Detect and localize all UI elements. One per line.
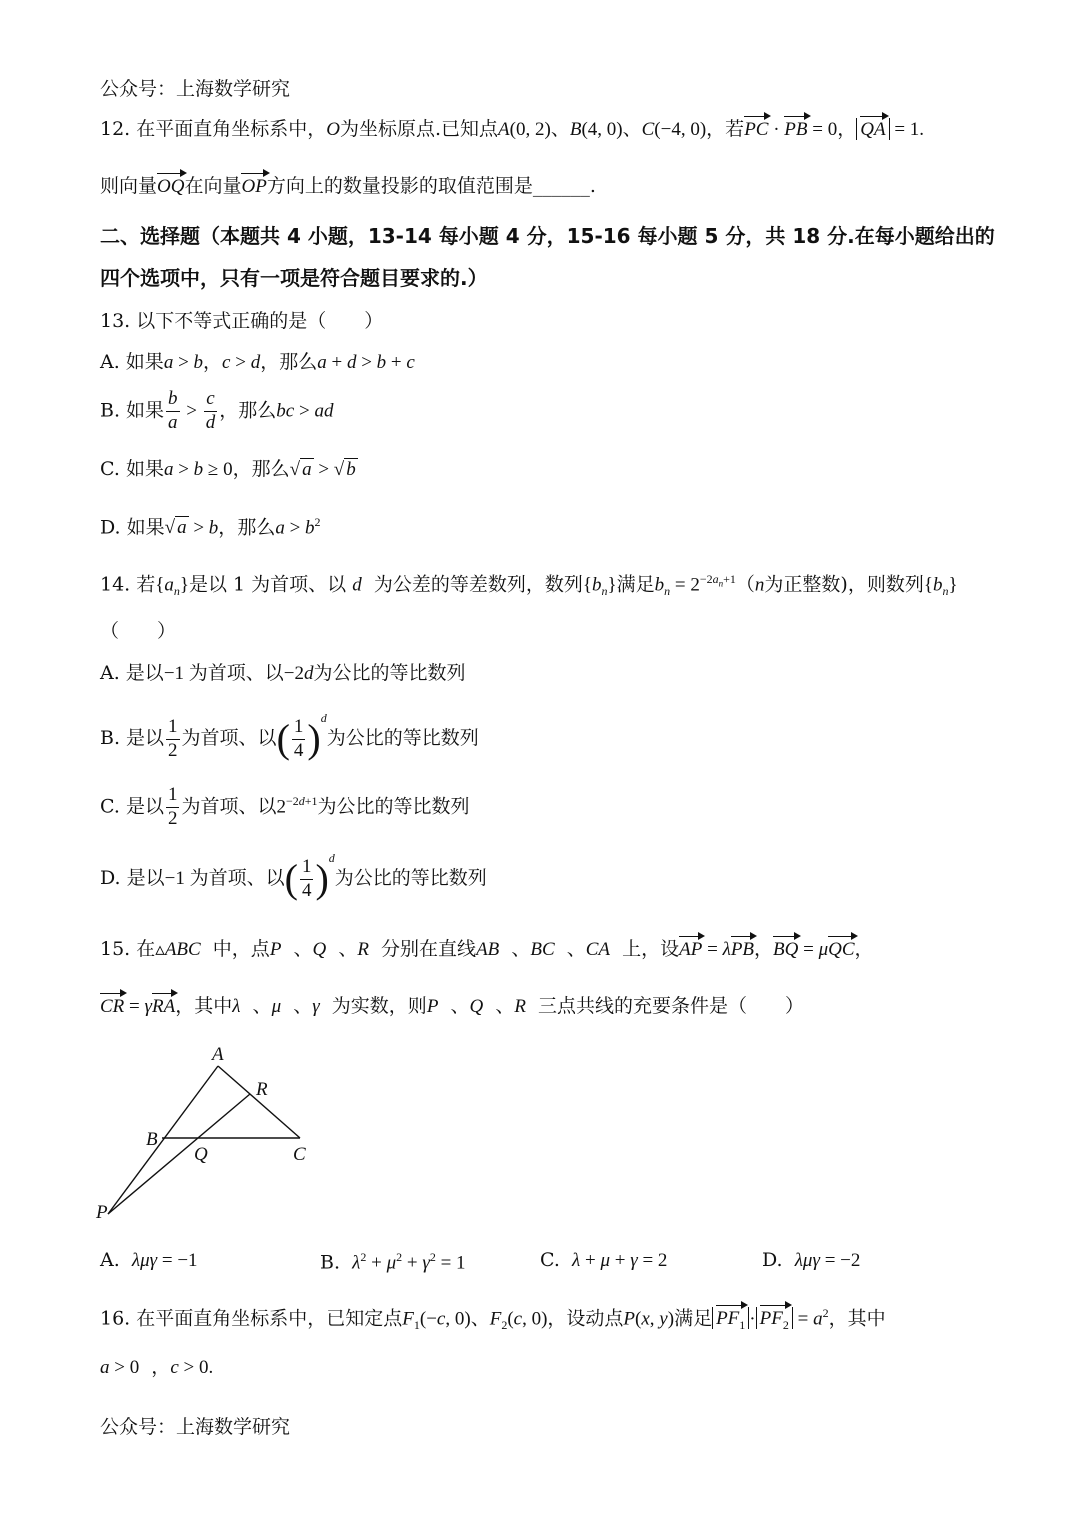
question-13-option-a: A. 如果a > b，c > d，那么a + d > b + c bbox=[100, 351, 415, 373]
q15-opt-a-label: A. bbox=[100, 1249, 120, 1271]
question-16-stem-line-2: a > 0 ，c > 0. bbox=[100, 1356, 214, 1378]
q12-line2a: 则向量 bbox=[100, 175, 158, 197]
q14-a-tail: 为公比的等比数列 bbox=[313, 662, 466, 684]
q13-c-then: 那么 bbox=[251, 458, 290, 480]
label-a: A bbox=[212, 1044, 224, 1065]
label-c: C bbox=[293, 1144, 306, 1165]
section-2-heading-line-2: 四个选项中，只有一项是符合题目要求的.） bbox=[100, 266, 488, 290]
q14-stem-d: 满足 bbox=[616, 573, 655, 596]
segment-a-p bbox=[108, 1066, 218, 1214]
q16-stem-a: 16. 在平面直角坐标系中，已知定点 bbox=[100, 1307, 403, 1330]
page-footer: 公众号：上海数学研究 bbox=[100, 1416, 291, 1438]
q15-stem-d: 上，设 bbox=[622, 938, 680, 960]
question-15-stem-line-1: 15. 在▵ABC 中，点P 、Q 、R 分别在直线AB 、BC 、CA 上，设AP = λPB，BQ = μQC， bbox=[100, 938, 874, 960]
question-14-option-b: B. 是以 $\frac{1}{2}$ 为首项、以( $\frac{1}{4}$ )$^d$为公比的等比数列 bbox=[100, 711, 479, 761]
q14-b-mid: 为首项、以 bbox=[181, 727, 277, 749]
q14-stem-f: 为正整数)，则数列 bbox=[764, 573, 924, 596]
label-p: P bbox=[96, 1202, 108, 1223]
q14-c-tail: 为公比的等比数列 bbox=[317, 795, 470, 818]
q12-text1: 为坐标原点.已知点 bbox=[340, 118, 499, 140]
q12-prefix: 12. 在平面直角坐标系中， bbox=[100, 118, 327, 140]
q14-d-tail: 为公比的等比数列 bbox=[334, 867, 487, 889]
q16-stem-c: 满足 bbox=[674, 1307, 713, 1330]
question-13-stem: 13. 以下不等式正确的是（ ） bbox=[100, 310, 384, 332]
q15-opt-c-label: C. bbox=[540, 1249, 560, 1271]
q13-d-label: D. 如果 bbox=[100, 516, 165, 539]
q14-b-tail: 为公比的等比数列 bbox=[326, 727, 479, 749]
triangle-figure bbox=[90, 1040, 330, 1230]
q14-a-mid: 为首项、以 bbox=[188, 662, 284, 684]
question-12-line-1: 12. 在平面直角坐标系中，O为坐标原点.已知点A(0, 2)、B(4, 0)、C(−4, 0)，若PC · PB = 0， QA = 1. bbox=[100, 118, 925, 140]
q16-stem-b: ，设动点 bbox=[547, 1307, 624, 1330]
question-12-line-2: 则向量OQ在向量OP方向上的数量投影的取值范围是______. bbox=[100, 175, 596, 197]
question-13-option-b: B. 如果 $\frac{b}{a}$ > $\frac{c}{d}$ ，那么bc > ad bbox=[100, 388, 334, 433]
q12-line2c: 方向上的数量投影的取值范围是______. bbox=[266, 175, 596, 197]
question-14-option-a: A. 是以−1 为首项、以−2d为公比的等比数列 bbox=[100, 662, 466, 684]
question-14-option-d: D. 是以−1 为首项、以( $\frac{1}{4}$ )$^d$为公比的等比数列 bbox=[100, 851, 487, 901]
q12-text2: ，若 bbox=[706, 118, 745, 140]
q14-d-mid: 为首项、以 bbox=[189, 867, 285, 889]
question-15-option-c: C. λ + μ + γ = 2 bbox=[540, 1249, 668, 1271]
q14-c-label: C. 是以 bbox=[100, 795, 164, 818]
q15-opt-d-label: D. bbox=[762, 1249, 783, 1271]
q13-d-then: 那么 bbox=[237, 516, 276, 539]
question-16-stem-line-1: 16. 在平面直角坐标系中，已知定点$F_1(-c$, 0)、$F_2(c$, 0)，设动点P(x, y)满足 $PF_1 \cdot PF_2 = a^2$，其中 bbox=[100, 1306, 886, 1333]
question-15-stem-line-2: CR = γRA，其中λ 、μ 、γ 为实数，则P 、Q 、R 三点共线的充要条件是（ ） bbox=[100, 995, 805, 1017]
q15-line2-a: ，其中 bbox=[175, 995, 233, 1017]
q14-c-mid: 为首项、以 bbox=[181, 795, 277, 818]
label-b: B bbox=[146, 1129, 158, 1150]
question-13-option-c: C. 如果a > b ≥ 0，那么√ a > √ b bbox=[100, 458, 356, 480]
question-15-option-b: B. $\lambda^2 + \mu^2 + \gamma^2 = 1$ bbox=[320, 1250, 466, 1274]
page-header: 公众号：上海数学研究 bbox=[100, 78, 291, 100]
q14-stem-c: 为公差的等差数列，数列 bbox=[373, 573, 583, 596]
label-r: R bbox=[256, 1079, 268, 1100]
section-2-heading-line-1: 二、选择题（本题共 4 小题，13-14 每小题 4 分，15-16 每小题 5 分，共 18 分.在每小题给出的 bbox=[100, 224, 995, 248]
question-13-option-d: D. 如果√ a > b，那么$a > b^2$ bbox=[100, 515, 321, 539]
question-15-option-a: A. λμγ = −1 bbox=[100, 1249, 198, 1271]
label-q: Q bbox=[194, 1144, 208, 1165]
segment-r-p bbox=[108, 1094, 250, 1214]
question-14-stem: 14. 若$\{a_n\}$是以 1 为首项、以 d 为公差的等差数列，数列$\{b_n\}$满足$b_n = 2^{-2a_n+1}(n$为正整数)，则数列$\{b_n\}$ bbox=[100, 572, 958, 599]
question-14-blank: （ ） bbox=[100, 620, 177, 642]
q14-d-label: D. 是以 bbox=[100, 867, 165, 889]
question-14-option-c: C. 是以 $\frac{1}{2}$ 为首项、以$2^{-2d+1}$为公比的等比数列 bbox=[100, 784, 470, 829]
q15-stem-a: 15. 在 bbox=[100, 938, 156, 960]
q15-opt-b-label: B. bbox=[320, 1251, 341, 1274]
q14-a-label: A. 是以 bbox=[100, 662, 164, 684]
q12-line2b: 在向量 bbox=[184, 175, 242, 197]
q15-line2-c: 三点共线的充要条件是（ ） bbox=[538, 995, 805, 1017]
q13-a-label: A. 如果 bbox=[100, 351, 164, 373]
q16-stem-d: ，其中 bbox=[828, 1307, 886, 1330]
q15-stem-b: 中，点 bbox=[212, 938, 270, 960]
q14-b-label: B. 是以 bbox=[100, 727, 165, 749]
q14-stem-b: 是以 1 为首项、以 bbox=[189, 573, 347, 596]
q15-stem-c: 分别在直线 bbox=[381, 938, 477, 960]
q13-c-label: C. 如果 bbox=[100, 458, 164, 480]
q13-b-then: 那么 bbox=[238, 399, 277, 422]
q15-line2-b: 为实数，则 bbox=[331, 995, 427, 1017]
q14-stem-e: （ bbox=[735, 573, 755, 596]
segment-a-c bbox=[218, 1066, 300, 1138]
q13-a-then: 那么 bbox=[279, 351, 318, 373]
question-15-option-d: D. λμγ = −2 bbox=[762, 1249, 861, 1271]
q13-b-label: B. 如果 bbox=[100, 399, 165, 422]
q14-stem-a: 14. 若 bbox=[100, 573, 156, 596]
